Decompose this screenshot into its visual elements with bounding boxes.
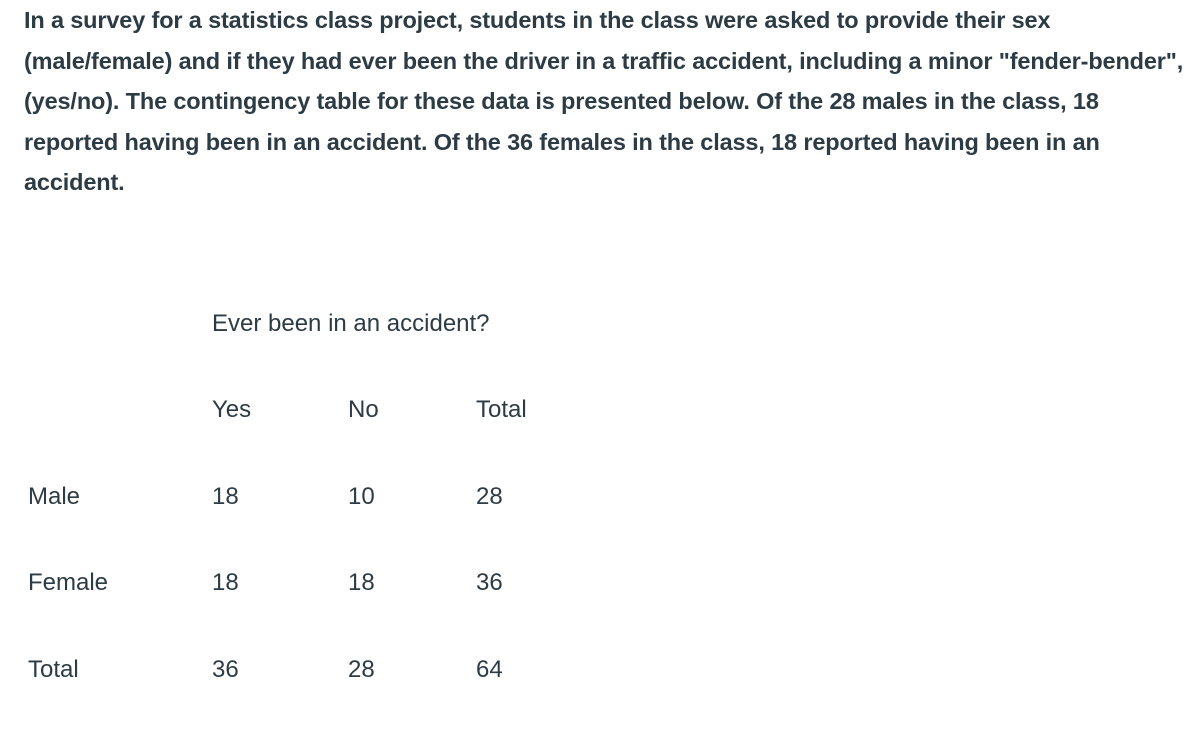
column-header-yes: Yes: [212, 396, 252, 423]
row-label-total: Total: [28, 656, 79, 683]
cell-female-yes: 18: [212, 569, 239, 596]
question-text: In a survey for a statistics class project, students in the class were asked to provide their sex (male/female) and if they had ever been the driver in a traffic accident, including a minor "fender-bender", (yes/no). The contingency table for these data is presented below. Of the 28 males in the class, 18 reported having been in an accident. Of the 36 females in the class, 18 reported having been in an accident.: [24, 7, 1184, 195]
cell-female-no: 18: [348, 569, 375, 596]
column-header-total: Total: [476, 396, 527, 423]
column-header-no: No: [348, 396, 379, 423]
row-label-female: Female: [28, 569, 109, 596]
table-title: Ever been in an accident?: [212, 310, 490, 337]
cell-total-no: 28: [348, 656, 375, 683]
cell-male-no: 10: [348, 483, 375, 510]
cell-grand-total: 64: [476, 656, 503, 683]
cell-total-yes: 36: [212, 656, 239, 683]
cell-male-yes: 18: [212, 483, 239, 510]
row-label-male: Male: [28, 483, 81, 510]
cell-male-total: 28: [476, 483, 503, 510]
cell-female-total: 36: [476, 569, 503, 596]
